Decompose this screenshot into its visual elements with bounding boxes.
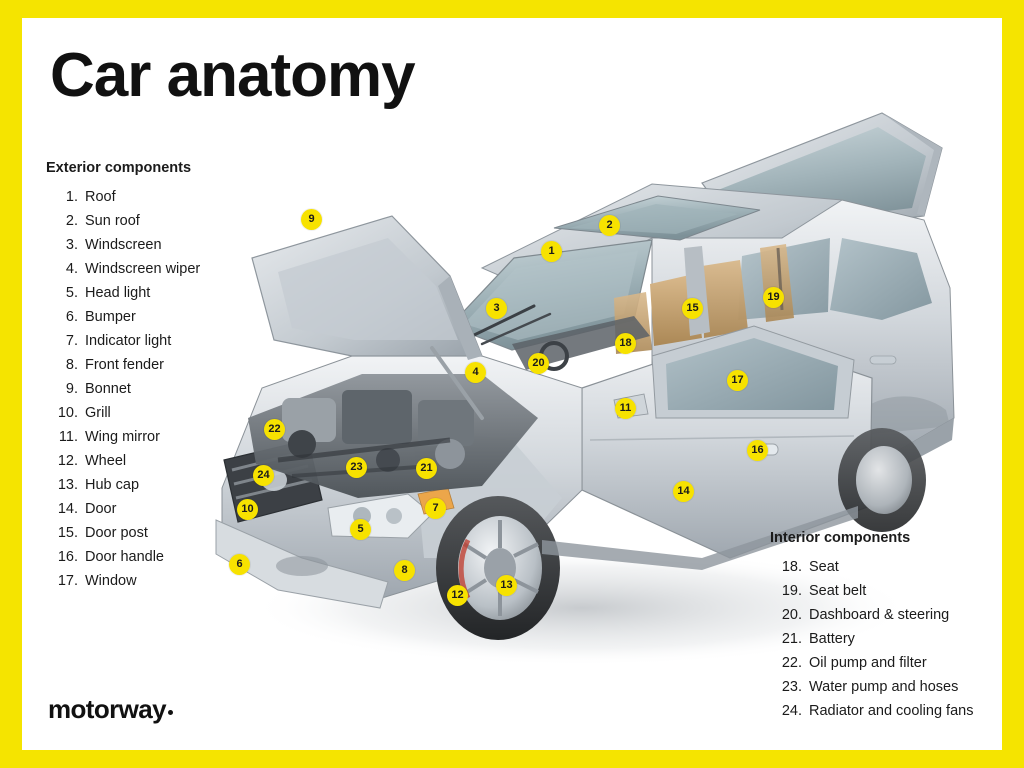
callout-19[interactable]: 19 (763, 287, 784, 308)
item-label: Windscreen wiper (85, 261, 201, 277)
list-item[interactable] (46, 449, 286, 473)
item-label: Windscreen (85, 237, 162, 253)
callout-16[interactable]: 16 (747, 440, 768, 461)
item-number: 18. (781, 559, 802, 575)
item-number: 6. (65, 309, 78, 325)
item-number: 13. (57, 477, 78, 493)
callout-1[interactable]: 1 (541, 241, 562, 262)
page-title: Car anatomy (50, 41, 415, 110)
callout-21[interactable]: 21 (416, 458, 437, 479)
list-item[interactable] (46, 473, 286, 497)
item-number: 22. (781, 655, 802, 671)
list-item[interactable] (770, 699, 1000, 723)
item-label: Radiator and cooling fans (809, 703, 974, 719)
list-item[interactable] (46, 209, 286, 233)
callout-8[interactable]: 8 (394, 560, 415, 581)
item-number: 19. (781, 583, 802, 599)
brand-logo (48, 694, 173, 725)
list-item[interactable] (46, 185, 286, 209)
item-label: Door (85, 501, 117, 517)
item-label: Door handle (85, 549, 164, 565)
item-label: Seat belt (809, 583, 867, 599)
list-item[interactable] (46, 257, 286, 281)
callout-9[interactable]: 9 (301, 209, 322, 230)
item-label: Window (85, 573, 137, 589)
item-number: 20. (781, 607, 802, 623)
callout-18[interactable]: 18 (615, 333, 636, 354)
list-item[interactable] (46, 305, 286, 329)
item-number: 7. (65, 333, 78, 349)
item-label: Oil pump and filter (809, 655, 927, 671)
list-item[interactable] (770, 555, 1000, 579)
list-item[interactable] (46, 521, 286, 545)
brand-name: motorway (48, 694, 167, 724)
item-label: Sun roof (85, 213, 140, 229)
list-item[interactable] (46, 497, 286, 521)
item-number: 9. (65, 381, 78, 397)
list-item[interactable] (770, 675, 1000, 699)
poster-card (22, 18, 1002, 750)
list-item[interactable] (770, 579, 1000, 603)
item-label: Wheel (85, 453, 127, 469)
item-number: 2. (65, 213, 78, 229)
list-item[interactable] (770, 627, 1000, 651)
item-label: Bumper (85, 309, 136, 325)
item-label: Dashboard & steering (809, 607, 950, 623)
item-label: Hub cap (85, 477, 140, 493)
callout-11[interactable]: 11 (615, 398, 636, 419)
item-number: 21. (781, 631, 802, 647)
item-number: 4. (65, 261, 78, 277)
item-number: 23. (781, 679, 802, 695)
callout-24[interactable]: 24 (253, 465, 274, 486)
brand-dot-icon (168, 710, 173, 715)
item-number: 3. (65, 237, 78, 253)
item-label: Door post (85, 525, 148, 541)
item-label: Battery (809, 631, 855, 647)
callout-10[interactable]: 10 (237, 499, 258, 520)
callout-12[interactable]: 12 (447, 585, 468, 606)
list-item[interactable] (46, 353, 286, 377)
item-number: 12. (57, 453, 78, 469)
list-item[interactable] (46, 569, 286, 593)
list-item[interactable] (46, 545, 286, 569)
callout-5[interactable]: 5 (350, 519, 371, 540)
item-label: Front fender (85, 357, 164, 373)
item-number: 11. (58, 429, 78, 445)
list-item[interactable] (46, 281, 286, 305)
callout-17[interactable]: 17 (727, 370, 748, 391)
list-item[interactable] (46, 401, 286, 425)
item-label: Grill (85, 405, 111, 421)
item-number: 14. (57, 501, 78, 517)
callout-7[interactable]: 7 (425, 498, 446, 519)
item-label: Seat (809, 559, 839, 575)
item-label: Roof (85, 189, 116, 205)
callout-6[interactable]: 6 (229, 554, 250, 575)
item-number: 16. (57, 549, 78, 565)
item-number: 5. (65, 285, 78, 301)
list-item[interactable] (770, 651, 1000, 675)
item-label: Indicator light (85, 333, 172, 349)
interior-items (770, 555, 1000, 723)
item-label: Wing mirror (85, 429, 160, 445)
callout-15[interactable]: 15 (682, 298, 703, 319)
item-label: Head light (85, 285, 151, 301)
interior-heading: Interior components (770, 530, 911, 546)
exterior-items (46, 185, 286, 593)
item-number: 17. (57, 573, 78, 589)
exterior-heading: Exterior components (46, 160, 192, 176)
item-number: 15. (57, 525, 78, 541)
item-label: Water pump and hoses (809, 679, 959, 695)
item-number: 8. (65, 357, 78, 373)
list-item[interactable] (770, 603, 1000, 627)
callout-23[interactable]: 23 (346, 457, 367, 478)
list-item[interactable] (46, 233, 286, 257)
item-number: 24. (781, 703, 802, 719)
callout-3[interactable]: 3 (486, 298, 507, 319)
item-number: 1. (65, 189, 78, 205)
list-item[interactable] (46, 425, 286, 449)
callout-4[interactable]: 4 (465, 362, 486, 383)
list-item[interactable] (46, 329, 286, 353)
callout-20[interactable]: 20 (528, 353, 549, 374)
exterior-components-list (46, 160, 286, 593)
front-wheel (436, 496, 560, 640)
interior-components-list (770, 530, 1000, 723)
list-item[interactable] (46, 377, 286, 401)
callout-13[interactable]: 13 (496, 575, 517, 596)
callout-2[interactable]: 2 (599, 215, 620, 236)
item-number: 10. (57, 405, 78, 421)
callout-14[interactable]: 14 (673, 481, 694, 502)
item-label: Bonnet (85, 381, 131, 397)
callout-22[interactable]: 22 (264, 419, 285, 440)
